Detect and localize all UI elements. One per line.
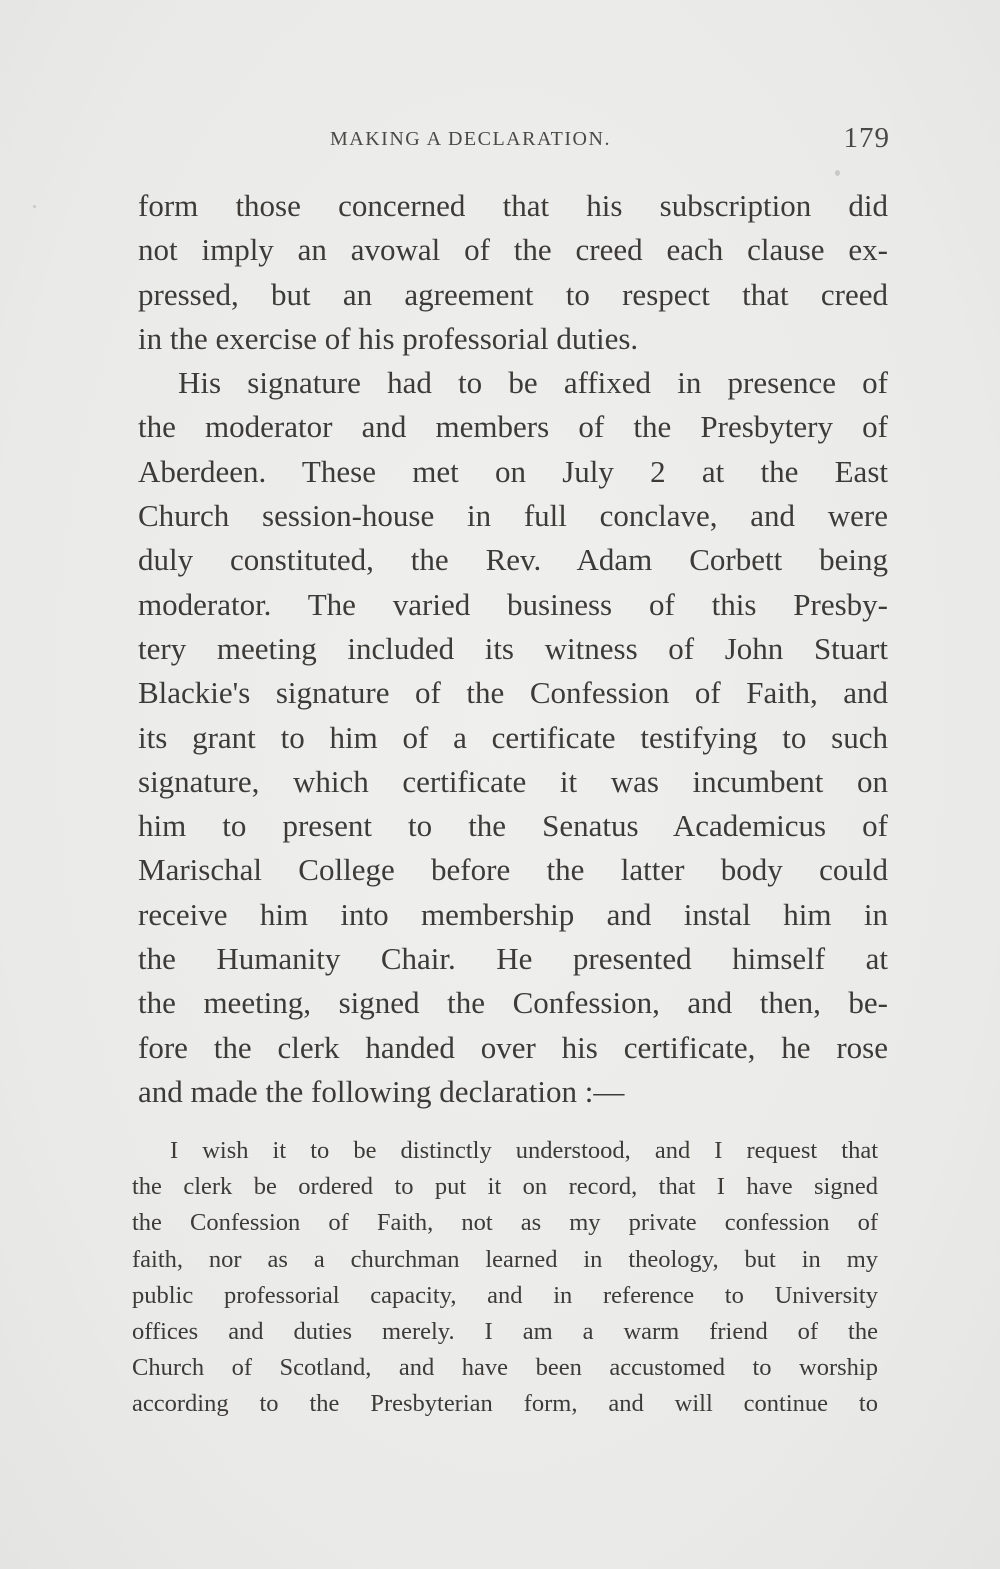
text-line: its grant to him of a certificate testifying to such [138, 719, 888, 755]
text-line: fore the clerk handed over his certificate, he rose [138, 1029, 888, 1065]
text-line: in the exercise of his professorial duties. [138, 320, 639, 356]
text-line: moderator. The varied business of this Presby- [138, 586, 888, 622]
quote-line: the clerk be ordered to put it on record, that I have signed [132, 1173, 878, 1201]
text-line: the meeting, signed the Confession, and then, be- [138, 985, 888, 1021]
quote-line: I wish it to be distinctly understood, and I request that [170, 1137, 878, 1164]
text-line: His signature had to be affixed in presence of [178, 365, 888, 401]
text-line: duly constituted, the Rev. Adam Corbett being [138, 542, 888, 578]
text-line: not imply an avowal of the creed each clause ex- [138, 232, 888, 268]
quote-line: public professorial capacity, and in reference to University [132, 1281, 878, 1309]
text-line: form those concerned that his subscription did [138, 188, 888, 223]
quote-line: the Confession of Faith, not as my private confession of [132, 1209, 878, 1237]
text-line: Marischal College before the latter body could [138, 852, 888, 888]
running-head [135, 122, 890, 162]
text-line: tery meeting included its witness of John Stuart [138, 630, 888, 666]
running-title: MAKING A DECLARATION. [330, 128, 611, 150]
text-line: receive him into membership and instal him in [138, 896, 888, 932]
paper-speck [835, 170, 840, 176]
text-line: Blackie's signature of the Confession of Faith, and [138, 675, 888, 711]
quote-line: offices and duties merely. I am a warm friend of the [132, 1317, 878, 1345]
text-line: the moderator and members of the Presbytery of [138, 409, 888, 445]
text-line: and made the following declaration :— [138, 1073, 625, 1109]
text-line: the Humanity Chair. He presented himself at [138, 941, 888, 977]
quote-line: according to the Presbyterian form, and will continue to [132, 1390, 878, 1418]
text-line: him to present to the Senatus Academicus of [138, 808, 888, 844]
quote-line: Church of Scotland, and have been accustomed to worship [132, 1354, 878, 1382]
text-line: Aberdeen. These met on July 2 at the East [138, 453, 888, 489]
paper-speck [33, 205, 36, 208]
quote-line: faith, nor as a churchman learned in theology, but in my [132, 1245, 878, 1273]
block-quote [132, 1133, 878, 1423]
page-number: 179 [843, 122, 890, 154]
main-paragraphs [138, 184, 888, 1114]
text-line: signature, which certificate it was incumbent on [138, 763, 888, 799]
text-line: Church session-house in full conclave, and were [138, 498, 888, 534]
text-line: pressed, but an agreement to respect that creed [138, 276, 888, 312]
